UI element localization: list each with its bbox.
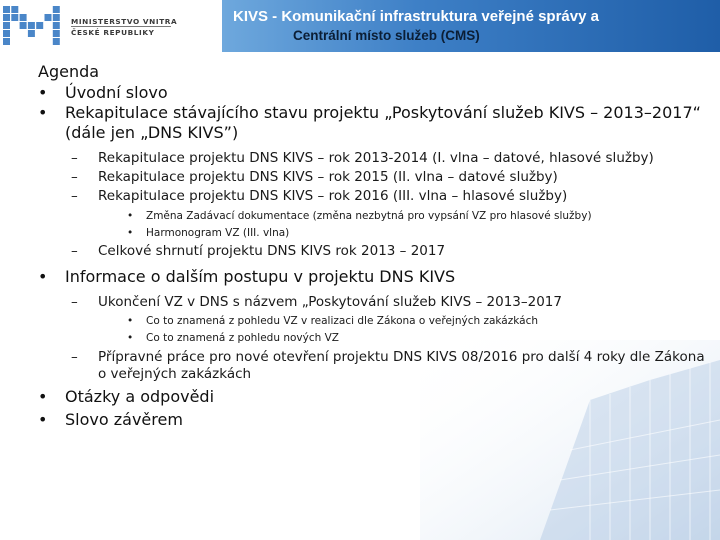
agenda-subitem-2015 [38, 169, 710, 186]
logo-square [11, 6, 18, 13]
item-text: Harmonogram VZ (III. vlna) [146, 227, 290, 239]
agenda-item-closing [38, 410, 710, 430]
agenda-subsubitem-nove-vz [38, 331, 710, 346]
logo-square [53, 30, 60, 37]
dash-icon: – [71, 349, 78, 365]
bullet-icon: • [38, 103, 48, 122]
dash-icon: – [71, 294, 78, 310]
logo-square [20, 14, 27, 21]
agenda-subitem-summary [38, 243, 710, 260]
agenda-subsubitem-harmonogram [38, 226, 710, 241]
agenda-subsubitem-zd [38, 209, 710, 224]
logo-square [53, 6, 60, 13]
agenda-list [38, 83, 710, 430]
item-text: Rekapitulace projektu DNS KIVS – rok 2013-2014 (I. vlna – datové, hlasové služby) [98, 150, 654, 166]
agenda-subitem-pripravne-prace [38, 349, 710, 383]
logo-square [28, 22, 35, 29]
dash-icon: – [71, 169, 78, 185]
agenda-item-recap [38, 103, 710, 143]
slide-title [233, 6, 713, 44]
logo-line-1: MINISTERSTVO VNITRA [71, 17, 178, 26]
logo-square [36, 22, 43, 29]
logo-line-2: ČESKÉ REPUBLIKY [71, 28, 155, 37]
agenda-item-intro [38, 83, 710, 103]
logo-square [53, 14, 60, 21]
bullet-icon: • [38, 410, 48, 429]
logo-square [3, 22, 10, 29]
bullet-icon: • [127, 210, 134, 222]
item-text: Ukončení VZ v DNS s názvem „Poskytování služeb KIVS – 2013–2017 [98, 294, 562, 310]
agenda-subitem-ukonceni [38, 294, 710, 311]
logo-square [3, 38, 10, 45]
bullet-icon: • [38, 387, 48, 406]
agenda-item-next-steps [38, 267, 710, 287]
bullet-icon: • [127, 332, 134, 344]
item-text: Informace o dalším postupu v projektu DNS KIVS [65, 267, 456, 286]
agenda-heading: Agenda [38, 62, 100, 81]
agenda-item-questions [38, 387, 710, 407]
item-text: Přípravné práce pro nové otevření projektu DNS KIVS 08/2016 pro další 4 roky dle Zákona o veřejných zakázkách [98, 349, 705, 382]
item-text: Slovo závěrem [65, 410, 183, 429]
item-text: Rekapitulace stávajícího stavu projektu „Poskytování služeb KIVS – 2013–2017“ (dále jen „DNS KIVS”) [65, 103, 701, 142]
title-line-2: Centrální místo služeb (CMS) [293, 28, 480, 43]
item-text: Co to znamená z pohledu nových VZ [146, 332, 339, 344]
ministry-logo-text [71, 16, 181, 38]
dash-icon: – [71, 150, 78, 166]
bullet-icon: • [127, 315, 134, 327]
ministry-logo-icon [3, 6, 63, 46]
item-text: Otázky a odpovědi [65, 387, 215, 406]
item-text: Co to znamená z pohledu VZ v realizaci dle Zákona o veřejných zakázkách [146, 315, 539, 327]
title-line-1: KIVS - Komunikační infrastruktura veřejné správy a [233, 8, 599, 25]
item-text: Rekapitulace projektu DNS KIVS – rok 2016 (III. vlna – hlasové služby) [98, 188, 568, 204]
agenda-subsubitem-realizace [38, 314, 710, 329]
item-text: Celkové shrnutí projektu DNS KIVS rok 2013 – 2017 [98, 243, 446, 259]
logo-square [20, 22, 27, 29]
bullet-icon: • [38, 83, 48, 102]
logo-square [11, 14, 18, 21]
logo-divider [71, 26, 171, 27]
dash-icon: – [71, 243, 78, 259]
agenda-subitem-2016 [38, 188, 710, 205]
agenda-subitem-2013 [38, 150, 710, 167]
slide-header [0, 0, 720, 52]
item-text: Úvodní slovo [65, 83, 168, 102]
logo-square [53, 22, 60, 29]
bullet-icon: • [127, 227, 134, 239]
item-text: Rekapitulace projektu DNS KIVS – rok 2015 (II. vlna – datové služby) [98, 169, 558, 185]
dash-icon: – [71, 188, 78, 204]
logo-square [45, 14, 52, 21]
item-text: Změna Zadávací dokumentace (změna nezbytná pro vypsání VZ pro hlasové služby) [146, 210, 592, 222]
logo-square [3, 30, 10, 37]
logo-square [3, 6, 10, 13]
logo-square [28, 30, 35, 37]
agenda-content [38, 62, 710, 430]
logo-square [53, 38, 60, 45]
logo-square [3, 14, 10, 21]
bullet-icon: • [38, 267, 48, 286]
